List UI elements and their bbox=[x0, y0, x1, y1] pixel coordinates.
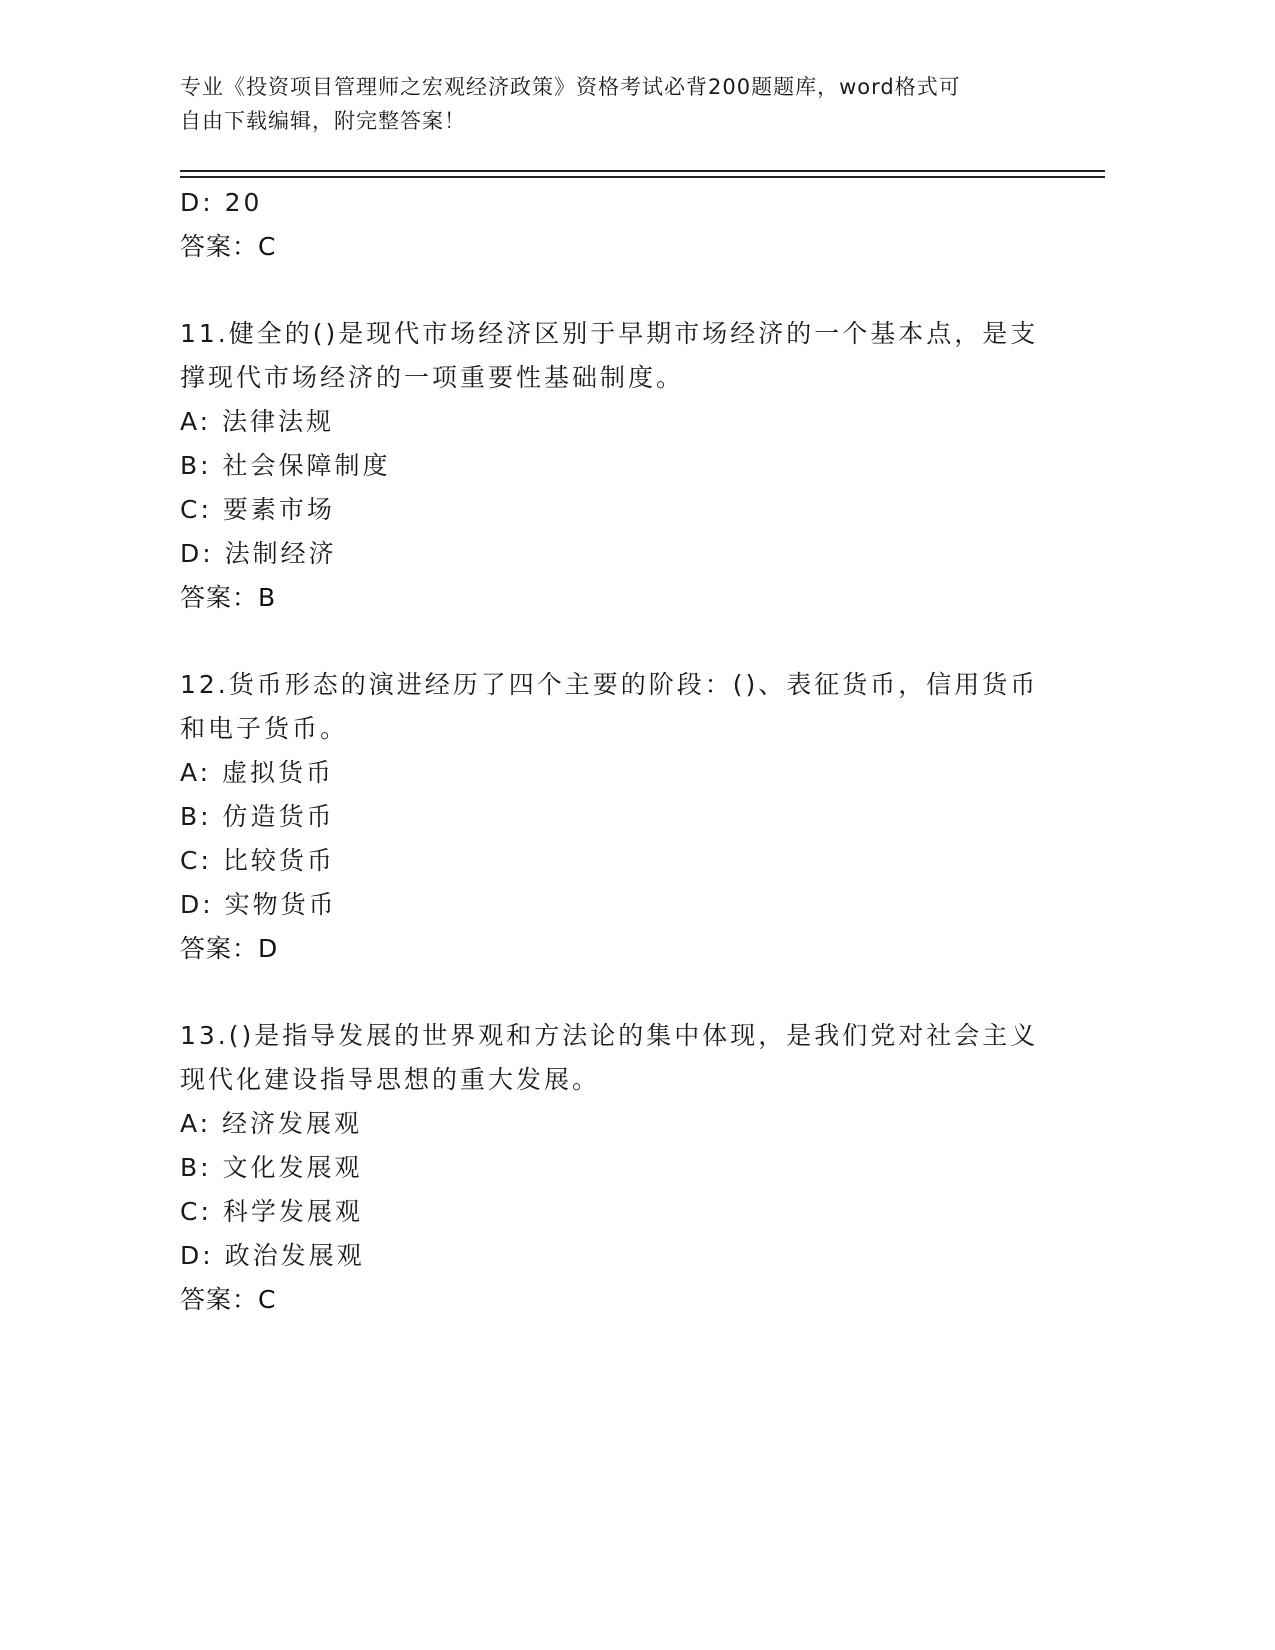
question-text-line-1: 11.健全的()是现代市场经济区别于早期市场经济的一个基本点，是支 bbox=[180, 319, 1039, 348]
option-d: D: 20 bbox=[180, 188, 263, 217]
answer-line: 答案：D bbox=[180, 934, 279, 963]
question-11 bbox=[180, 312, 1060, 620]
option-b: B: 社会保障制度 bbox=[180, 451, 391, 480]
previous-question-tail bbox=[180, 181, 1060, 269]
option-c: C: 要素市场 bbox=[180, 495, 335, 524]
option-b: B: 文化发展观 bbox=[180, 1153, 363, 1182]
option-a: A: 虚拟货币 bbox=[180, 758, 335, 787]
option-b: B: 仿造货币 bbox=[180, 802, 335, 831]
question-12 bbox=[180, 663, 1060, 971]
question-text-line-1: 12.货币形态的演进经历了四个主要的阶段：()、表征货币，信用货币 bbox=[180, 670, 1039, 699]
header-divider-bottom bbox=[180, 176, 1105, 178]
header-divider-top bbox=[180, 170, 1105, 172]
option-c: C: 科学发展观 bbox=[180, 1197, 363, 1226]
option-d: D: 实物货币 bbox=[180, 890, 337, 919]
option-a: A: 经济发展观 bbox=[180, 1109, 363, 1138]
answer-line: 答案：C bbox=[180, 232, 277, 261]
header-title-line-2: 自由下载编辑，附完整答案！ bbox=[180, 109, 466, 133]
document-body bbox=[180, 181, 1060, 1322]
answer-line: 答案：C bbox=[180, 1285, 277, 1314]
header-title-line-1: 专业《投资项目管理师之宏观经济政策》资格考试必背200题题库，word格式可 bbox=[180, 75, 961, 99]
question-text-line-2: 现代化建设指导思想的重大发展。 bbox=[180, 1065, 601, 1094]
option-a: A: 法律法规 bbox=[180, 407, 335, 436]
document-header bbox=[180, 70, 1060, 138]
option-d: D: 法制经济 bbox=[180, 539, 337, 568]
question-13 bbox=[180, 1014, 1060, 1322]
question-text-line-2: 和电子货币。 bbox=[180, 714, 349, 743]
option-c: C: 比较货币 bbox=[180, 846, 335, 875]
option-d: D: 政治发展观 bbox=[180, 1241, 365, 1270]
answer-line: 答案：B bbox=[180, 583, 277, 612]
question-text-line-2: 撑现代市场经济的一项重要性基础制度。 bbox=[180, 363, 685, 392]
question-text-line-1: 13.()是指导发展的世界观和方法论的集中体现，是我们党对社会主义 bbox=[180, 1021, 1039, 1050]
